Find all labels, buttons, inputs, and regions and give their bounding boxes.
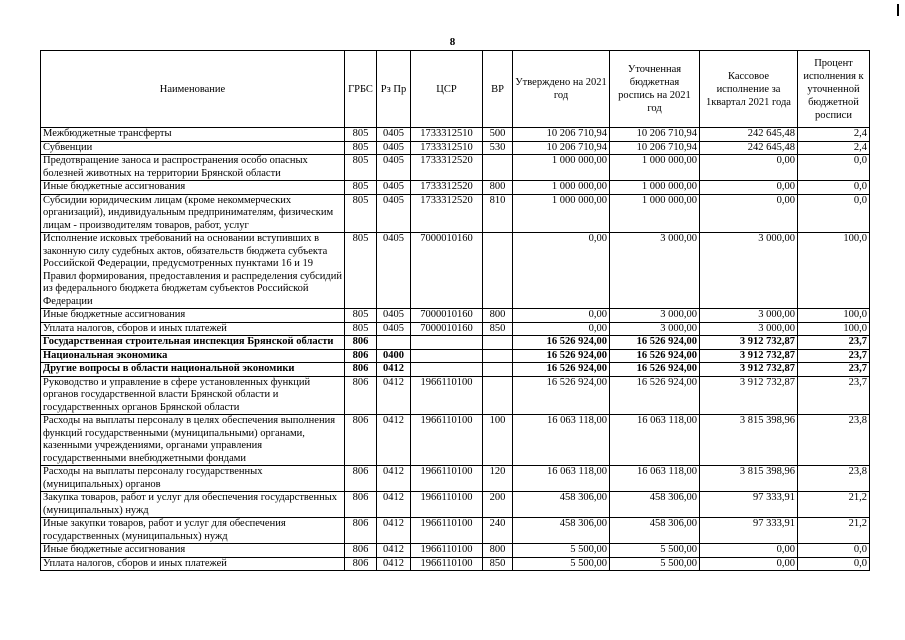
cell-csr: 1733312520: [411, 155, 483, 181]
table-body: [41, 128, 870, 571]
cell-percent: 23,7: [798, 349, 870, 363]
cell-csr: 1966110100: [411, 466, 483, 492]
table-row: [41, 181, 870, 195]
cell-percent: 23,7: [798, 376, 870, 415]
cell-vr: [483, 363, 513, 377]
cell-vr: [483, 336, 513, 350]
cell-percent: 0,0: [798, 181, 870, 195]
cell-vr: 500: [483, 128, 513, 142]
cell-approved: 0,00: [513, 233, 610, 309]
cell-refined: 3 000,00: [610, 322, 700, 336]
cell-approved: 1 000 000,00: [513, 194, 610, 233]
cell-vr: 800: [483, 544, 513, 558]
cell-name: Национальная экономика: [41, 349, 345, 363]
cell-vr: 120: [483, 466, 513, 492]
cell-vr: 530: [483, 141, 513, 155]
cell-rzpr: 0405: [377, 309, 411, 323]
cell-grbs: 805: [345, 194, 377, 233]
cell-refined: 16 526 924,00: [610, 349, 700, 363]
cell-grbs: 806: [345, 518, 377, 544]
cell-approved: 16 526 924,00: [513, 363, 610, 377]
cell-approved: 10 206 710,94: [513, 128, 610, 142]
cell-rzpr: 0412: [377, 518, 411, 544]
table-row: [41, 415, 870, 466]
cell-grbs: 806: [345, 415, 377, 466]
cell-name: Иные закупки товаров, работ и услуг для обеспечения государственных (муниципальных) нужд: [41, 518, 345, 544]
cell-percent: 2,4: [798, 128, 870, 142]
cell-percent: 0,0: [798, 155, 870, 181]
table-row: [41, 128, 870, 142]
cell-grbs: 806: [345, 544, 377, 558]
cell-rzpr: 0405: [377, 128, 411, 142]
cell-refined: 10 206 710,94: [610, 141, 700, 155]
cell-approved: 1 000 000,00: [513, 181, 610, 195]
cell-grbs: 806: [345, 376, 377, 415]
cell-approved: 458 306,00: [513, 492, 610, 518]
cell-csr: 1733312520: [411, 194, 483, 233]
table-row: [41, 155, 870, 181]
cell-rzpr: 0412: [377, 376, 411, 415]
cell-rzpr: 0412: [377, 415, 411, 466]
table-row: [41, 336, 870, 350]
cell-refined: 16 526 924,00: [610, 336, 700, 350]
cell-percent: 100,0: [798, 233, 870, 309]
cell-rzpr: 0405: [377, 194, 411, 233]
cell-csr: [411, 363, 483, 377]
cell-cash: 3 000,00: [700, 322, 798, 336]
cell-approved: 16 063 118,00: [513, 466, 610, 492]
cell-csr: 7000010160: [411, 309, 483, 323]
cell-approved: 5 500,00: [513, 557, 610, 571]
table-row: [41, 492, 870, 518]
header-grbs: ГРБС: [345, 51, 377, 128]
table-row: [41, 466, 870, 492]
cell-refined: 16 526 924,00: [610, 363, 700, 377]
cell-rzpr: 0412: [377, 466, 411, 492]
cell-approved: 16 526 924,00: [513, 336, 610, 350]
table-row: [41, 557, 870, 571]
cell-grbs: 806: [345, 557, 377, 571]
header-rzpr: Рз Пр: [377, 51, 411, 128]
cell-rzpr: 0405: [377, 141, 411, 155]
cell-vr: 850: [483, 322, 513, 336]
table-row: [41, 349, 870, 363]
cell-cash: 3 912 732,87: [700, 349, 798, 363]
cell-percent: 23,8: [798, 415, 870, 466]
cell-grbs: 805: [345, 128, 377, 142]
cell-vr: [483, 349, 513, 363]
cell-csr: 1733312510: [411, 128, 483, 142]
cell-vr: 100: [483, 415, 513, 466]
page-number: 8: [449, 36, 456, 48]
cell-name: Субвенции: [41, 141, 345, 155]
table-row: [41, 141, 870, 155]
cell-refined: 3 000,00: [610, 309, 700, 323]
cell-percent: 0,0: [798, 557, 870, 571]
cell-cash: 0,00: [700, 181, 798, 195]
cell-cash: 3 912 732,87: [700, 363, 798, 377]
cell-refined: 16 063 118,00: [610, 415, 700, 466]
cell-rzpr: 0405: [377, 181, 411, 195]
cell-grbs: 805: [345, 155, 377, 181]
cell-rzpr: 0412: [377, 544, 411, 558]
cell-grbs: 805: [345, 181, 377, 195]
cell-approved: 16 063 118,00: [513, 415, 610, 466]
cell-refined: 10 206 710,94: [610, 128, 700, 142]
cell-cash: 3 815 398,96: [700, 466, 798, 492]
table-row: [41, 518, 870, 544]
cell-grbs: 806: [345, 363, 377, 377]
table-row: [41, 544, 870, 558]
cell-cash: 0,00: [700, 155, 798, 181]
cell-vr: 810: [483, 194, 513, 233]
table-row: [41, 363, 870, 377]
cell-rzpr: 0405: [377, 233, 411, 309]
cell-name: Уплата налогов, сборов и иных платежей: [41, 322, 345, 336]
cell-csr: 1966110100: [411, 518, 483, 544]
cell-approved: 10 206 710,94: [513, 141, 610, 155]
cell-cash: 242 645,48: [700, 128, 798, 142]
cell-name: Расходы на выплаты персоналу государственных (муниципальных) органов: [41, 466, 345, 492]
cell-refined: 16 063 118,00: [610, 466, 700, 492]
cell-name: Расходы на выплаты персоналу в целях обеспечения выполнения функций государственными (муниципальными) органами, казенными учреждениями, органами управления государственными внебюджетными фондами: [41, 415, 345, 466]
cell-cash: 97 333,91: [700, 492, 798, 518]
cell-refined: 1 000 000,00: [610, 155, 700, 181]
cell-approved: 458 306,00: [513, 518, 610, 544]
cell-rzpr: 0412: [377, 492, 411, 518]
cell-vr: 240: [483, 518, 513, 544]
header-row: [41, 51, 870, 128]
cell-name: Иные бюджетные ассигнования: [41, 181, 345, 195]
cell-rzpr: 0400: [377, 349, 411, 363]
cell-grbs: 805: [345, 141, 377, 155]
cell-csr: 7000010160: [411, 233, 483, 309]
cell-percent: 0,0: [798, 194, 870, 233]
cell-rzpr: 0405: [377, 155, 411, 181]
table-row: [41, 233, 870, 309]
cell-vr: [483, 376, 513, 415]
header-approved: Утверждено на 2021 год: [513, 51, 610, 128]
cell-cash: 3 000,00: [700, 309, 798, 323]
cell-rzpr: 0405: [377, 322, 411, 336]
cell-approved: 0,00: [513, 309, 610, 323]
cell-rzpr: 0412: [377, 557, 411, 571]
edge-mark: [897, 4, 899, 16]
cell-csr: 1966110100: [411, 544, 483, 558]
budget-table: [40, 50, 870, 571]
cell-name: Исполнение исковых требований на основании вступивших в законную силу судебных актов, обязательств бюджета субъекта Российской Федерации, предусмотренных пунктами 16 и 19 Правил формирования, предоставления и распределения субсидий из федерального бюджета бюджетам субъектов Российской Федерации: [41, 233, 345, 309]
cell-cash: 242 645,48: [700, 141, 798, 155]
cell-vr: [483, 155, 513, 181]
cell-vr: 850: [483, 557, 513, 571]
cell-cash: 0,00: [700, 194, 798, 233]
cell-name: Межбюджетные трансферты: [41, 128, 345, 142]
cell-refined: 1 000 000,00: [610, 181, 700, 195]
cell-percent: 23,7: [798, 336, 870, 350]
cell-percent: 0,0: [798, 544, 870, 558]
cell-cash: 97 333,91: [700, 518, 798, 544]
cell-grbs: 806: [345, 492, 377, 518]
cell-percent: 21,2: [798, 518, 870, 544]
table-row: [41, 376, 870, 415]
cell-csr: 1966110100: [411, 492, 483, 518]
cell-percent: 100,0: [798, 322, 870, 336]
table-row: [41, 309, 870, 323]
cell-cash: 3 000,00: [700, 233, 798, 309]
cell-csr: [411, 349, 483, 363]
cell-approved: 5 500,00: [513, 544, 610, 558]
cell-refined: 1 000 000,00: [610, 194, 700, 233]
cell-percent: 100,0: [798, 309, 870, 323]
cell-vr: [483, 233, 513, 309]
cell-rzpr: 0412: [377, 363, 411, 377]
cell-approved: 0,00: [513, 322, 610, 336]
cell-name: Иные бюджетные ассигнования: [41, 544, 345, 558]
header-name: Наименование: [41, 51, 345, 128]
cell-name: Предотвращение заноса и распространения особо опасных болезней животных на территории Брянской области: [41, 155, 345, 181]
cell-vr: 200: [483, 492, 513, 518]
cell-vr: 800: [483, 181, 513, 195]
cell-csr: 1733312520: [411, 181, 483, 195]
cell-csr: 1966110100: [411, 376, 483, 415]
cell-cash: 0,00: [700, 544, 798, 558]
cell-vr: 800: [483, 309, 513, 323]
cell-grbs: 805: [345, 309, 377, 323]
cell-percent: 2,4: [798, 141, 870, 155]
cell-refined: 458 306,00: [610, 492, 700, 518]
cell-approved: 16 526 924,00: [513, 349, 610, 363]
cell-name: Руководство и управление в сфере установленных функций органов государственной власти Брянской области и государственных органов Брянской области: [41, 376, 345, 415]
cell-name: Уплата налогов, сборов и иных платежей: [41, 557, 345, 571]
cell-refined: 5 500,00: [610, 557, 700, 571]
cell-grbs: 806: [345, 466, 377, 492]
cell-name: Субсидии юридическим лицам (кроме некоммерческих организаций), индивидуальным предпринимателям, физическим лицам - производителям товаров, работ, услуг: [41, 194, 345, 233]
cell-grbs: 806: [345, 336, 377, 350]
header-percent: Процент исполнения к уточненной бюджетной росписи: [798, 51, 870, 128]
cell-refined: 16 526 924,00: [610, 376, 700, 415]
cell-grbs: 806: [345, 349, 377, 363]
cell-csr: 1733312510: [411, 141, 483, 155]
table-row: [41, 322, 870, 336]
cell-name: Государственная строительная инспекция Брянской области: [41, 336, 345, 350]
cell-percent: 23,8: [798, 466, 870, 492]
cell-name: Закупка товаров, работ и услуг для обеспечения государственных (муниципальных) нужд: [41, 492, 345, 518]
cell-percent: 23,7: [798, 363, 870, 377]
cell-approved: 1 000 000,00: [513, 155, 610, 181]
cell-percent: 21,2: [798, 492, 870, 518]
cell-refined: 458 306,00: [610, 518, 700, 544]
cell-approved: 16 526 924,00: [513, 376, 610, 415]
table-row: [41, 194, 870, 233]
cell-grbs: 805: [345, 322, 377, 336]
cell-cash: 0,00: [700, 557, 798, 571]
cell-csr: 1966110100: [411, 415, 483, 466]
cell-name: Иные бюджетные ассигнования: [41, 309, 345, 323]
cell-refined: 5 500,00: [610, 544, 700, 558]
header-vr: ВР: [483, 51, 513, 128]
cell-grbs: 805: [345, 233, 377, 309]
cell-rzpr: [377, 336, 411, 350]
cell-csr: 7000010160: [411, 322, 483, 336]
header-refined: Уточненная бюджетная роспись на 2021 год: [610, 51, 700, 128]
header-csr: ЦСР: [411, 51, 483, 128]
header-cash: Кассовое исполнение за 1квартал 2021 года: [700, 51, 798, 128]
cell-refined: 3 000,00: [610, 233, 700, 309]
cell-cash: 3 912 732,87: [700, 376, 798, 415]
cell-cash: 3 815 398,96: [700, 415, 798, 466]
cell-cash: 3 912 732,87: [700, 336, 798, 350]
cell-csr: [411, 336, 483, 350]
cell-name: Другие вопросы в области национальной экономики: [41, 363, 345, 377]
cell-csr: 1966110100: [411, 557, 483, 571]
